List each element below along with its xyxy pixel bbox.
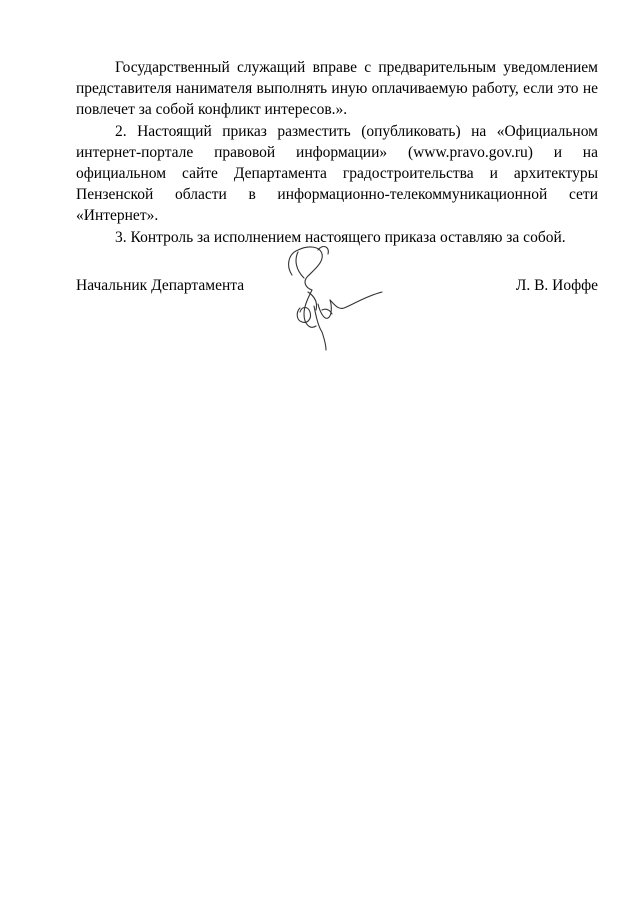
signatory-title: Начальник Департамента [76, 277, 245, 294]
document-body [76, 57, 598, 248]
paragraph-item-3: 3. Контроль за исполнением настоящего приказа оставляю за собой. [115, 228, 566, 246]
paragraph-item-2: 2. Настоящий приказ разместить (опубликовать) на «Официальном интернет-портале правовой информации» (www.pravo.gov.ru) и на официальном сайте Департамента градостроительства и архитектуры Пензенской области в информационно-телекоммуникационной сети «Интернет». [76, 122, 598, 225]
signatory-name: Л. В. Иоффе [515, 277, 598, 294]
paragraph-continuation: Государственный служащий вправе с предварительным уведомлением представителя нанимателя выполнять иную оплачиваемую работу, если это не повлечет за собой конфликт интересов.». [76, 59, 598, 119]
handwritten-signature [278, 240, 388, 355]
